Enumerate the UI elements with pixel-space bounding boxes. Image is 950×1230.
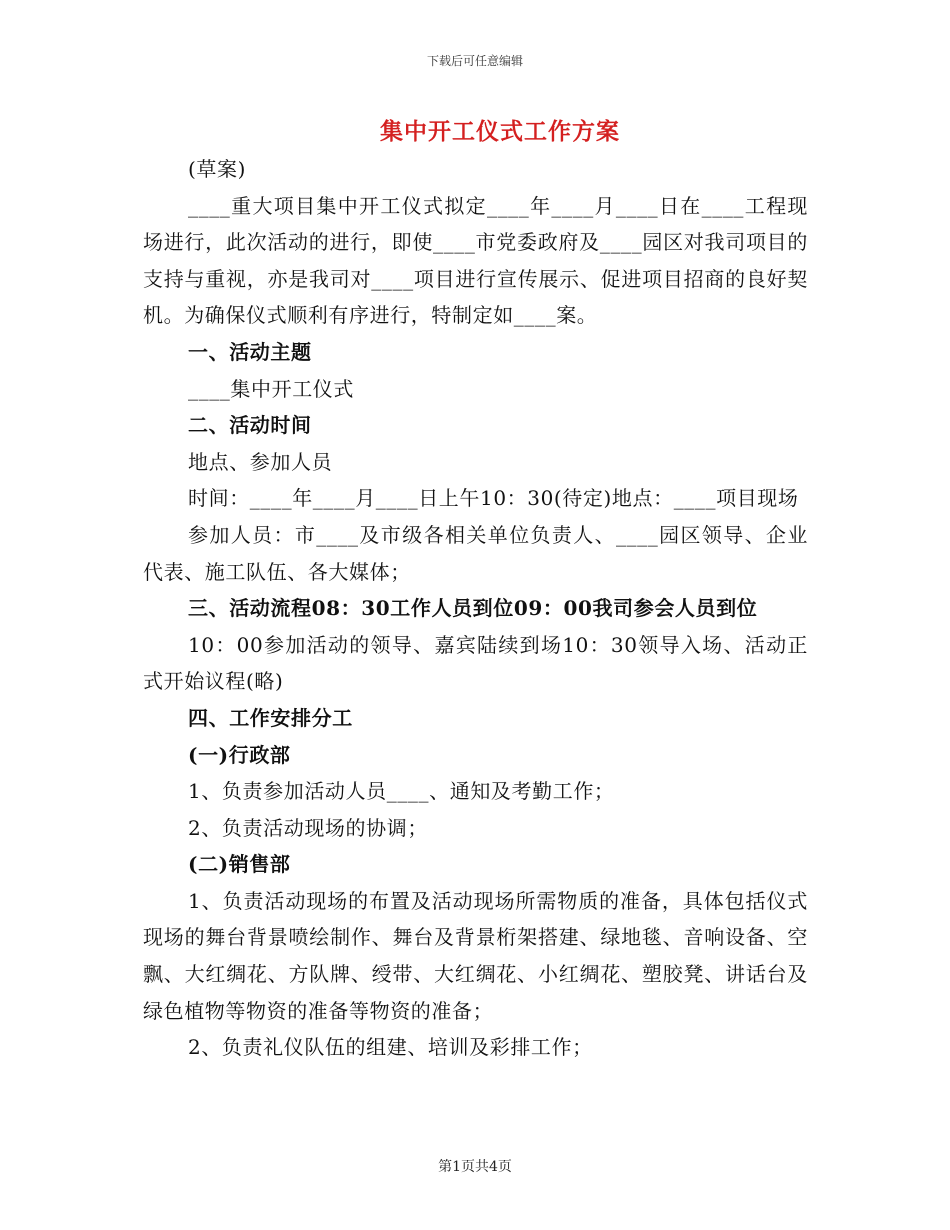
section-heading-time: 二、活动时间 bbox=[188, 413, 312, 438]
admin-item-1: 1、负责参加活动人员____、通知及考勤工作； bbox=[188, 779, 615, 804]
sales-item-2: 2、负责礼仪队伍的组建、培训及彩排工作； bbox=[188, 1035, 593, 1060]
time-location-paragraph: 时间：____年____月____日上午10：30(待定)地点：____项目现场 bbox=[188, 486, 799, 511]
document-body bbox=[143, 151, 808, 1066]
participants-paragraph: 参加人员：市____及市级各相关单位负责人、____园区领导、企业代表、施工队伍、各大媒体； bbox=[143, 522, 808, 584]
section-heading-process: 三、活动流程08：30工作人员到位09：00我司参会人员到位 bbox=[188, 596, 758, 621]
section-heading-assignment: 四、工作安排分工 bbox=[188, 705, 353, 730]
time-subheading: 地点、参加人员 bbox=[188, 449, 333, 474]
subsection-heading-admin: (一)行政部 bbox=[188, 742, 291, 767]
header-note: 下载后可任意编辑 bbox=[426, 54, 523, 68]
process-paragraph: 10：00参加活动的领导、嘉宾陆续到场10：30领导入场、活动正式开始议程(略) bbox=[143, 632, 808, 694]
draft-label: (草案) bbox=[188, 157, 247, 181]
intro-paragraph: ____重大项目集中开工仪式拟定____年____月____日在____工程现场进行，此次活动的进行，即使____市党委政府及____园区对我司项目的支持与重视，亦是我司对____项目进行宣传展示、促进项目招商的良好契机。为确保仪式顺利有序进行，特制定如____案。 bbox=[143, 193, 808, 328]
section-heading-theme: 一、活动主题 bbox=[188, 339, 312, 364]
subsection-heading-sales: (二)销售部 bbox=[188, 852, 291, 877]
admin-item-2: 2、负责活动现场的协调； bbox=[188, 815, 428, 840]
document-title: 集中开工仪式工作方案 bbox=[380, 118, 620, 145]
theme-paragraph: ____集中开工仪式 bbox=[188, 376, 354, 401]
sales-item-1: 1、负责活动现场的布置及活动现场所需物质的准备，具体包括仪式现场的舞台背景喷绘制作、舞台及背景桁架搭建、绿地毯、音响设备、空飘、大红绸花、方队牌、绶带、大红绸花、小红绸花、塑胶凳、讲话台及绿色植物等物资的准备等物资的准备； bbox=[143, 888, 808, 1023]
page-footer: 第1页共4页 bbox=[438, 1159, 512, 1175]
